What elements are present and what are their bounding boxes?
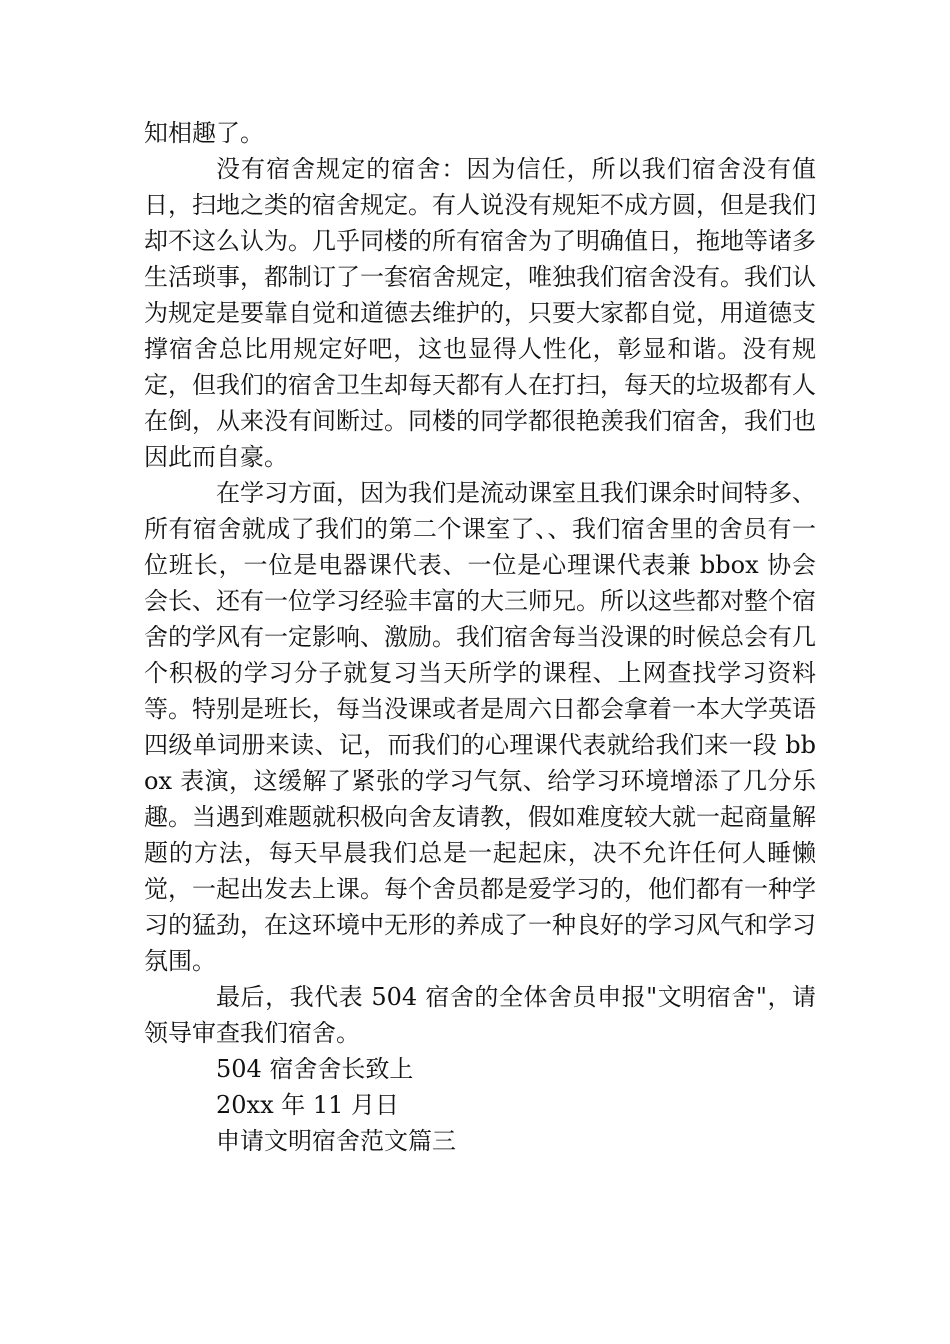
document-body	[144, 115, 816, 1159]
paragraph-conclusion: 最后，我代表 504 宿舍的全体舍员申报"文明宿舍"，请领导审查我们宿舍。	[144, 983, 816, 1047]
paragraph-continuation: 知相趣了。	[144, 119, 264, 147]
signature-date: 20xx 年 11 月日	[216, 1091, 400, 1119]
signature-sender: 504 宿舍舍长致上	[216, 1055, 414, 1083]
paragraph-study: 在学习方面，因为我们是流动课室且我们课余时间特多、所有宿舍就成了我们的第二个课室了、、我们宿舍里的舍员有一位班长，一位是电器课代表、一位是心理课代表兼 bbox 协会会长、还有一位学习经验丰富的大三师兄。所以这些都对整个宿舍的学风有一定影响、激励。我们宿舍每当没课的时候总会有几个积极的学习分子就复习当天所学的课程、上网查找学习资料等。特别是班长，每当没课或者是周六日都会拿着一本大学英语四级单词册来读、记，而我们的心理课代表就给我们来一段 bbox 表演，这缓解了紧张的学习气氛、给学习环境增添了几分乐趣。当遇到难题就积极向舍友请教，假如难度较大就一起商量解题的方法，每天早晨我们总是一起起床，决不允许任何人睡懒觉，一起出发去上课。每个舍员都是爱学习的，他们都有一种学习的猛劲，在这环境中无形的养成了一种良好的学习风气和学习氛围。	[144, 479, 816, 975]
paragraph-no-rules-dorm: 没有宿舍规定的宿舍：因为信任，所以我们宿舍没有值日，扫地之类的宿舍规定。有人说没有规矩不成方圆，但是我们却不这么认为。几乎同楼的所有宿舍为了明确值日，拖地等诸多生活琐事，都制订了一套宿舍规定，唯独我们宿舍没有。我们认为规定是要靠自觉和道德去维护的，只要大家都自觉，用道德支撑宿舍总比用规定好吧，这也显得人性化，彰显和谐。没有规定，但我们的宿舍卫生却每天都有人在打扫，每天的垃圾都有人在倒，从来没有间断过。同楼的同学都很艳羡我们宿舍，我们也因此而自豪。	[144, 155, 816, 471]
next-section-title: 申请文明宿舍范文篇三	[216, 1127, 456, 1155]
